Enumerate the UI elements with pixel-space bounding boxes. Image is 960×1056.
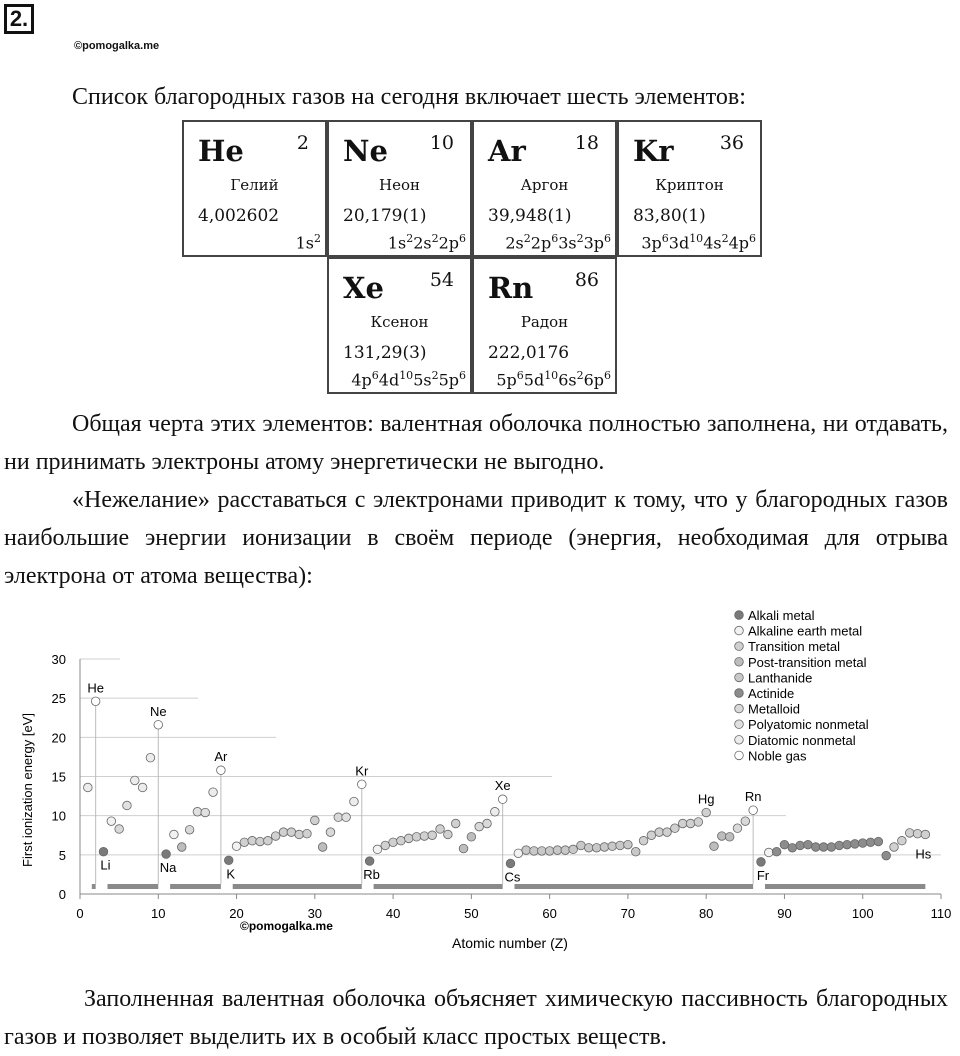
- period-bar: [92, 884, 96, 889]
- data-point: [404, 834, 413, 843]
- electron-config: $2s^22p^63s^23p^6$: [505, 232, 611, 253]
- x-tick-label: 10: [151, 906, 166, 921]
- data-point: [107, 817, 116, 826]
- data-point: [224, 856, 233, 865]
- ionization-chart: [0, 600, 960, 970]
- atomic-mass: 131,29(3): [343, 343, 427, 363]
- x-tick-label: 30: [307, 906, 323, 921]
- element-cell-ar: [472, 120, 617, 257]
- element-label: Rb: [363, 867, 380, 883]
- data-point: [780, 840, 789, 849]
- element-label: Rn: [744, 789, 762, 805]
- legend-marker: [735, 751, 744, 760]
- legend-marker: [735, 611, 744, 620]
- period-bar: [170, 884, 221, 889]
- chart-legend: [735, 608, 869, 763]
- legend-marker: [735, 658, 744, 667]
- data-point: [170, 830, 179, 839]
- y-axis-label: First ionization energy [eV]: [20, 713, 35, 867]
- atomic-mass: 222,0176: [488, 343, 570, 363]
- data-point: [655, 828, 664, 837]
- chart-watermark: ©pomogalka.me: [240, 919, 333, 933]
- y-tick-label: 30: [51, 652, 66, 667]
- x-tick-label: 80: [698, 906, 714, 921]
- atomic-mass: 20,179(1): [343, 206, 427, 226]
- data-point: [671, 824, 680, 833]
- data-point: [616, 841, 625, 850]
- element-symbol: Ar: [488, 134, 526, 168]
- data-point: [678, 819, 687, 828]
- element-labels: [87, 680, 931, 884]
- data-point: [475, 822, 484, 831]
- element-cell-xe: [327, 257, 472, 394]
- legend-marker: [735, 673, 744, 682]
- noble-gas-table: [182, 120, 764, 400]
- data-point: [577, 841, 586, 850]
- period-bar: [233, 884, 362, 889]
- data-point: [647, 831, 656, 840]
- data-point: [193, 807, 202, 816]
- atomic-mass: 4,002602: [198, 206, 280, 226]
- watermark-top: ©pomogalka.me: [74, 40, 160, 52]
- data-point: [686, 819, 695, 828]
- data-point: [538, 847, 547, 856]
- legend-label: Noble gas: [748, 748, 807, 764]
- data-point: [232, 842, 241, 851]
- element-label: K: [226, 866, 236, 882]
- element-label: Na: [159, 860, 177, 876]
- legend-label: Polyatomic nonmetal: [748, 717, 869, 733]
- data-point: [819, 843, 828, 852]
- y-tick-label: 0: [58, 887, 66, 902]
- electron-config: $1s^22s^22p^6$: [387, 232, 466, 253]
- data-point: [357, 780, 366, 789]
- data-point: [350, 797, 359, 806]
- data-point: [631, 847, 640, 856]
- chart-grid: [80, 659, 941, 884]
- data-point: [177, 843, 186, 852]
- element-label: Fr: [756, 867, 770, 883]
- data-point: [436, 825, 445, 834]
- data-point: [718, 832, 727, 841]
- data-point: [858, 839, 867, 848]
- atomic-number: 36: [719, 132, 744, 154]
- legend-label: Post-transition metal: [748, 654, 867, 670]
- legend-marker: [735, 689, 744, 698]
- data-point: [373, 845, 382, 854]
- legend-label: Metalloid: [748, 701, 801, 717]
- data-point: [788, 843, 797, 852]
- data-point: [459, 844, 468, 853]
- data-point: [240, 838, 249, 847]
- data-point: [271, 832, 280, 841]
- x-tick-label: 50: [464, 906, 479, 921]
- data-point: [710, 842, 719, 851]
- legend-marker: [735, 642, 744, 651]
- element-label: He: [87, 680, 104, 696]
- data-point: [733, 824, 742, 833]
- data-point: [811, 843, 820, 852]
- data-point: [389, 838, 398, 847]
- period-bar: [374, 884, 503, 889]
- legend-label: Diatomic nonmetal: [748, 732, 856, 748]
- data-point: [201, 808, 210, 817]
- data-point: [772, 847, 781, 856]
- data-point: [913, 829, 922, 838]
- data-point: [342, 813, 351, 822]
- data-point: [217, 766, 226, 775]
- intro-text: Список благородных газов на сегодня включает шесть элементов:: [72, 84, 746, 110]
- data-point: [545, 847, 554, 856]
- data-point: [749, 806, 758, 815]
- x-tick-label: 90: [777, 906, 792, 921]
- paragraph-ionization: «Нежелание» расставаться с электронами приводит к тому, что у благородных газов наибольшие энергии ионизации в своём периоде (энергия, необходимая для отрыва электрона от атома вещества):: [4, 487, 948, 589]
- data-point: [553, 846, 562, 855]
- data-point: [882, 851, 891, 860]
- data-point: [639, 836, 648, 845]
- element-name: Неон: [379, 176, 420, 194]
- data-point: [796, 841, 805, 850]
- data-point: [154, 721, 163, 730]
- data-point: [99, 847, 108, 856]
- data-point: [138, 783, 147, 792]
- element-cell-kr: [617, 120, 762, 257]
- element-label: Kr: [355, 763, 369, 779]
- data-point: [185, 825, 194, 834]
- atomic-mass: 39,948(1): [488, 206, 572, 226]
- data-point: [905, 829, 914, 838]
- data-point: [256, 837, 265, 846]
- data-point: [694, 818, 703, 827]
- data-point: [866, 838, 875, 847]
- data-point: [146, 753, 155, 762]
- element-label: Ne: [149, 703, 167, 719]
- x-tick-label: 60: [542, 906, 557, 921]
- data-point: [804, 840, 813, 849]
- data-point: [264, 836, 273, 845]
- element-symbol: Xe: [343, 271, 384, 305]
- element-symbol: Rn: [488, 271, 534, 305]
- legend-marker: [735, 626, 744, 635]
- data-point: [890, 843, 899, 852]
- legend-label: Alkali metal: [748, 608, 815, 623]
- data-point: [397, 836, 406, 845]
- element-name: Аргон: [520, 176, 569, 194]
- data-point: [600, 843, 609, 852]
- data-point: [483, 819, 492, 828]
- data-point: [765, 848, 774, 857]
- legend-label: Actinide: [748, 686, 795, 701]
- data-point: [663, 828, 672, 837]
- atomic-number: 10: [429, 132, 454, 154]
- data-point: [311, 816, 320, 825]
- data-point: [898, 836, 907, 845]
- atomic-number: 18: [574, 132, 599, 154]
- x-tick-label: 20: [229, 906, 244, 921]
- data-point: [444, 830, 453, 839]
- data-point: [530, 847, 539, 856]
- paragraph-common-feature: Общая черта этих элементов: валентная оболочка полностью заполнена, ни отдавать, ни принимать электроны атому энергетически не выгодно.: [4, 411, 948, 475]
- data-point: [318, 843, 327, 852]
- data-point: [874, 837, 883, 846]
- data-point: [303, 829, 312, 838]
- legend-marker: [735, 704, 744, 713]
- data-point: [365, 857, 374, 866]
- data-point: [209, 788, 218, 797]
- data-point: [491, 807, 500, 816]
- element-symbol: Kr: [633, 134, 674, 168]
- element-label: Li: [100, 857, 111, 873]
- data-point: [162, 850, 171, 859]
- legend-marker: [735, 736, 744, 745]
- y-tick-label: 5: [58, 847, 66, 863]
- data-point: [569, 845, 578, 854]
- x-tick-label: 70: [620, 906, 636, 921]
- x-tick-label: 0: [76, 906, 84, 921]
- data-point: [123, 801, 132, 810]
- electron-config: $3p^63d^{10}4s^24p^6$: [641, 232, 756, 253]
- legend-marker: [735, 720, 744, 729]
- period-bar: [765, 884, 925, 889]
- electron-config: $4p^64d^{10}5s^25p^6$: [351, 369, 466, 390]
- data-point: [757, 858, 766, 867]
- data-point: [843, 840, 852, 849]
- data-point: [91, 697, 100, 706]
- data-point: [506, 859, 515, 868]
- data-point: [514, 849, 523, 858]
- period-bars: [92, 884, 926, 889]
- element-label: Cs: [504, 869, 521, 885]
- data-point: [428, 831, 437, 840]
- data-point: [412, 833, 421, 842]
- x-tick-label: 110: [930, 906, 952, 921]
- element-name: Ксенон: [370, 313, 429, 331]
- data-point: [835, 841, 844, 850]
- data-point: [592, 843, 601, 852]
- data-point: [827, 843, 836, 852]
- data-point: [279, 828, 288, 837]
- data-point: [84, 783, 93, 792]
- atomic-mass: 83,80(1): [633, 206, 706, 226]
- data-point: [451, 819, 460, 828]
- x-axis-label: Atomic number (Z): [452, 935, 568, 951]
- electron-config: $1s^2$: [295, 232, 321, 253]
- element-label: Hg: [697, 791, 715, 807]
- element-cell-rn: [472, 257, 617, 394]
- legend-label: Transition metal: [748, 639, 840, 655]
- data-point: [851, 840, 860, 849]
- data-point: [295, 830, 304, 839]
- data-point: [248, 836, 257, 845]
- x-tick-label: 100: [851, 906, 874, 921]
- element-label: Xe: [494, 778, 511, 794]
- data-point: [608, 842, 617, 851]
- data-point: [584, 843, 593, 852]
- y-tick-label: 15: [51, 769, 66, 785]
- data-point: [725, 833, 734, 842]
- legend-label: Lanthanide: [748, 670, 813, 686]
- data-point: [498, 795, 507, 804]
- element-symbol: He: [198, 134, 244, 168]
- element-name: Радон: [520, 313, 569, 331]
- data-point: [420, 832, 429, 841]
- period-bar: [107, 884, 158, 889]
- data-point: [921, 830, 930, 839]
- data-point: [326, 828, 335, 837]
- atomic-number: 2: [296, 132, 309, 154]
- data-point: [561, 846, 570, 855]
- data-point: [381, 841, 390, 850]
- data-point: [467, 833, 476, 842]
- element-name: Гелий: [230, 176, 279, 194]
- data-point: [115, 825, 124, 834]
- electron-config: $5p^65d^{10}6s^26p^6$: [496, 369, 611, 390]
- data-point: [522, 846, 531, 855]
- element-cell-ne: [327, 120, 472, 257]
- paragraph-conclusion: Заполненная валентная оболочка объясняет химическую пассивность благородных газов и позволяет выделить их в особый класс простых веществ.: [4, 986, 948, 1050]
- element-cell-he: [182, 120, 327, 257]
- data-point: [741, 817, 750, 826]
- atomic-number: 86: [574, 269, 599, 291]
- element-name: Криптон: [655, 176, 724, 194]
- element-symbol: Ne: [343, 134, 388, 168]
- data-point: [287, 828, 296, 837]
- data-point: [334, 813, 343, 822]
- element-label: Hs: [915, 846, 932, 862]
- element-label: Ar: [214, 749, 228, 765]
- data-point: [702, 808, 711, 817]
- period-bar: [515, 884, 754, 889]
- task-number: 2.: [4, 4, 34, 34]
- data-point: [624, 840, 633, 849]
- atomic-number: 54: [429, 269, 454, 291]
- x-tick-label: 40: [385, 906, 401, 921]
- y-tick-label: 20: [51, 730, 66, 746]
- y-tick-label: 25: [51, 691, 66, 707]
- y-tick-label: 10: [51, 808, 66, 824]
- legend-label: Alkaline earth metal: [748, 623, 863, 639]
- data-point: [130, 776, 139, 785]
